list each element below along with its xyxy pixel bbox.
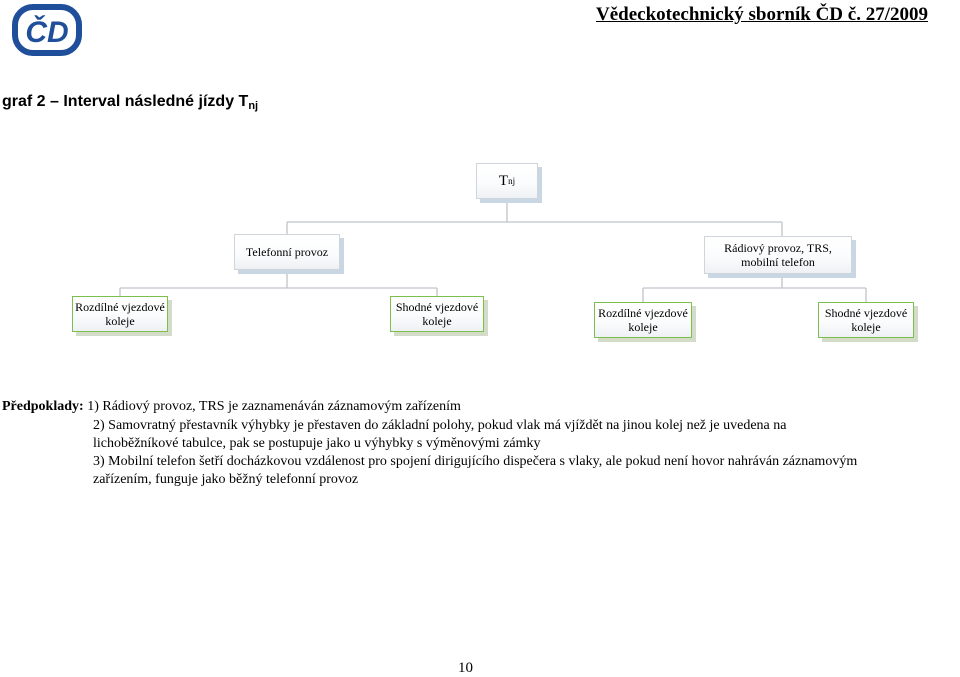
node-different-tracks-2-line1: Rozdílné vjezdové (598, 306, 688, 320)
assumption-3-cont: zařízením, funguje jako běžný telefonní provoz (93, 472, 359, 487)
root-label-subscript: nj (508, 176, 516, 186)
node-telephone-operation (234, 234, 340, 270)
node-different-tracks-2 (594, 302, 692, 338)
node-radio-operation (704, 236, 852, 274)
root-label: T (498, 173, 509, 189)
logo-text: ČD (25, 16, 69, 49)
journal-title[interactable]: Vědeckotechnický sborník ČD č. 27/2009 (596, 4, 928, 25)
node-different-tracks-1-line1: Rozdílné vjezdové (75, 300, 165, 314)
assumption-3: 3) Mobilní telefon šetří docházkovou vzdálenost pro spojení dirigujícího dispečera s vlaky, ale pokud není hovor nahráván záznamovým (93, 454, 858, 469)
node-radio-operation-line1: Rádiový provoz, TRS, (724, 241, 832, 255)
tree-root-node (476, 163, 538, 199)
node-radio-operation-line2: mobilní telefon (741, 255, 815, 269)
page-number: 10 (458, 660, 473, 676)
assumption-2: 2) Samovratný přestavník výhybky je přestaven do základní polohy, pokud vlak má vjíždět na jinou kolej než je uvedena na (93, 418, 787, 433)
figure-title-subscript: nj (248, 100, 259, 112)
node-same-tracks-2-line2: koleje (851, 320, 881, 334)
node-same-tracks-2 (818, 302, 914, 338)
connector-left (120, 274, 437, 296)
node-telephone-operation-label: Telefonní provoz (245, 245, 329, 259)
assumption-1: 1) Rádiový provoz, TRS je zaznamenáván záznamovým zařízením (87, 399, 461, 414)
node-same-tracks-1-line2: koleje (422, 314, 452, 328)
connector-root (287, 199, 782, 236)
connector-right (643, 274, 866, 302)
node-different-tracks-1-line2: koleje (105, 314, 135, 328)
node-same-tracks-1 (390, 296, 484, 332)
node-same-tracks-2-line1: Shodné vjezdové (824, 306, 908, 320)
cd-logo-icon (10, 4, 84, 56)
figure-title-main: graf 2 – Interval následné jízdy T (2, 93, 249, 110)
node-different-tracks-1 (72, 296, 168, 332)
node-same-tracks-1-line1: Shodné vjezdové (395, 300, 479, 314)
assumption-2-cont: lichoběžníkové tabulce, pak se postupuje jako u výhybky s výměnovými zámky (93, 436, 541, 451)
node-different-tracks-2-line2: koleje (628, 320, 658, 334)
figure-title (2, 93, 258, 112)
assumptions-heading: Předpoklady: (2, 399, 84, 414)
